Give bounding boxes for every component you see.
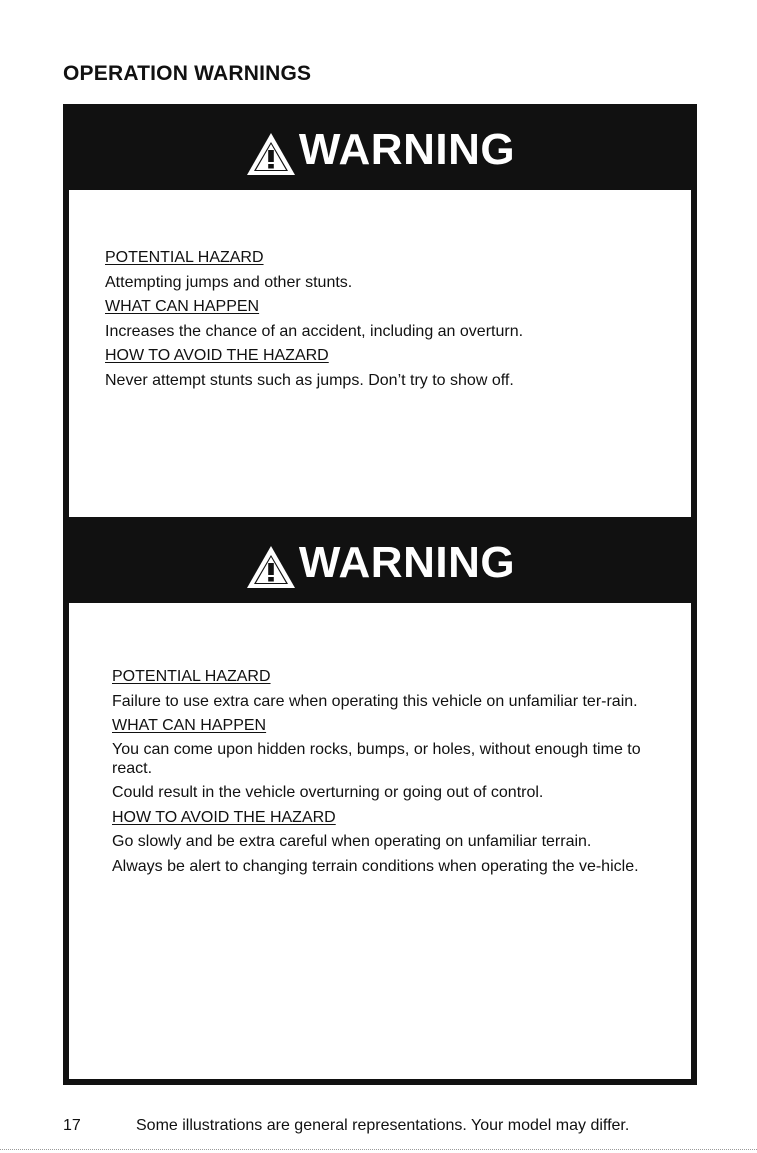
page-footer: [0, 1117, 757, 1141]
how-to-avoid-text: Never attempt stunts such as jumps. Don’t try to show off.: [105, 371, 514, 389]
warning-body: [69, 190, 691, 393]
warning-heading: WARNING: [298, 538, 516, 587]
warning-body: [69, 603, 691, 876]
warning-triangle-icon: [245, 544, 297, 590]
what-can-happen-text: You can come upon hidden rocks, bumps, or holes, without enough time to react.: [112, 741, 641, 777]
what-can-happen-text: Increases the chance of an accident, including an overturn.: [105, 322, 524, 340]
warning-box: [63, 517, 697, 1085]
what-can-happen-label: WHAT CAN HAPPEN: [105, 298, 260, 315]
potential-hazard-text: Failure to use extra care when operating this vehicle on unfamiliar ter-rain.: [112, 692, 638, 710]
what-can-happen-text: Could result in the vehicle overturning or going out of control.: [112, 784, 544, 801]
warning-heading: WARNING: [298, 125, 516, 174]
footer-note: Some illustrations are general representations. Your model may differ.: [136, 1117, 630, 1134]
potential-hazard-label: POTENTIAL HAZARD: [105, 249, 264, 266]
how-to-avoid-label: HOW TO AVOID THE HAZARD: [112, 808, 336, 826]
warning-header: [69, 523, 691, 603]
warning-triangle-icon: [245, 131, 297, 177]
potential-hazard-label: POTENTIAL HAZARD: [112, 668, 271, 685]
page-title: OPERATION WARNINGS: [63, 62, 312, 85]
how-to-avoid-text: Always be alert to changing terrain conditions when operating the ve-hicle.: [112, 857, 639, 875]
how-to-avoid-text: Go slowly and be extra careful when operating on unfamiliar terrain.: [112, 833, 592, 850]
potential-hazard-text: Attempting jumps and other stunts.: [105, 273, 353, 291]
warning-box: [63, 104, 697, 523]
page-number: 17: [63, 1117, 81, 1134]
bottom-divider: [0, 1149, 757, 1150]
warning-header: [69, 110, 691, 190]
what-can-happen-label: WHAT CAN HAPPEN: [112, 716, 267, 734]
how-to-avoid-label: HOW TO AVOID THE HAZARD: [105, 347, 329, 364]
